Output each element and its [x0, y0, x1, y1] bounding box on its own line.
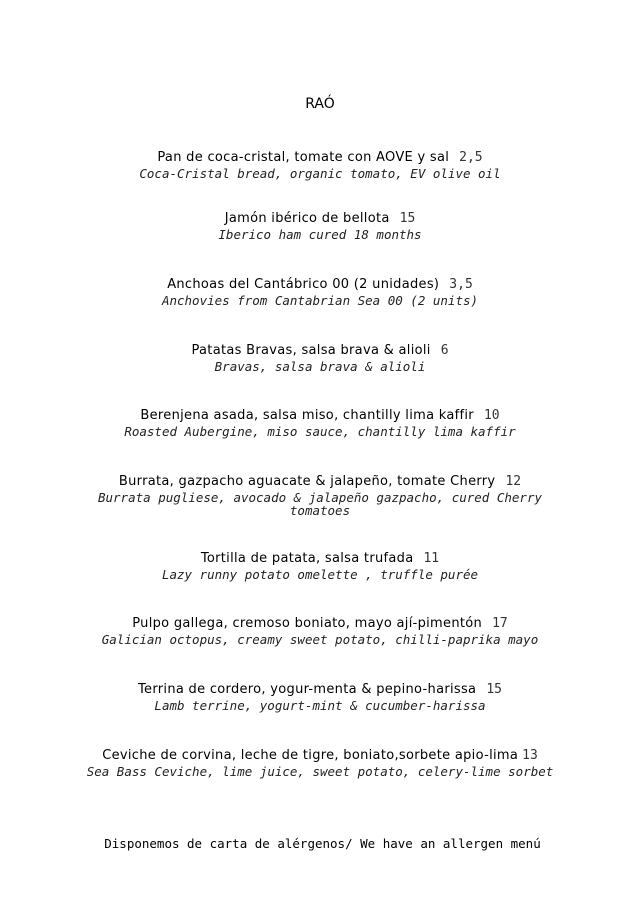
menu-item — [70, 551, 570, 581]
menu-item — [70, 748, 570, 778]
item-name: Patatas Bravas, salsa brava & alioli — [191, 343, 431, 358]
item-description: Burrata pugliese, avocado & jalapeño gazpacho, cured Cherry tomatoes — [97, 490, 542, 518]
item-name-line — [70, 343, 570, 359]
menu-item — [70, 343, 570, 373]
menu-item — [70, 474, 570, 517]
item-description: Sea Bass Ceviche, lime juice, sweet potato, celery-lime sorbet — [86, 764, 554, 779]
allergen-note: Disponemos de carta de alérgenos/ We have an allergen menú — [104, 836, 541, 851]
item-name: Burrata, gazpacho aguacate & jalapeño, tomate Cherry — [118, 474, 496, 489]
item-description: Coca-Cristal bread, organic tomato, EV olive oil — [139, 166, 501, 181]
item-name-line — [70, 277, 570, 293]
menu-item — [70, 408, 570, 438]
item-name: Pan de coca-cristal, tomate con AOVE y sal — [157, 150, 450, 165]
item-description: Lazy runny potato omelette , truffle purée — [161, 567, 479, 582]
item-name-line — [70, 474, 570, 490]
item-name-line — [70, 211, 570, 227]
item-name: Pulpo gallega, cremoso boniato, mayo ají-pimentón — [132, 616, 483, 631]
item-name: Terrina de cordero, yogur-menta & pepino-harissa — [138, 682, 477, 697]
item-price: 10 — [483, 408, 500, 423]
menu-item — [70, 277, 570, 307]
item-name: Anchoas del Cantábrico 00 (2 unidades) — [167, 277, 440, 292]
item-price: 17 — [492, 616, 508, 631]
item-description: Anchovies from Cantabrian Sea 00 (2 units) — [161, 293, 479, 308]
item-description: Roasted Aubergine, miso sauce, chantilly lima kaffir — [124, 424, 516, 439]
item-price: 6 — [440, 343, 449, 358]
menu-item — [70, 616, 570, 646]
item-price: 13 — [522, 748, 538, 763]
item-name-line — [70, 616, 570, 632]
menu-title: RAÓ — [305, 96, 335, 112]
item-price: 15 — [399, 211, 416, 226]
item-name: Jamón ibérico de bellota — [224, 211, 390, 226]
item-name-line — [70, 748, 570, 764]
item-name: Tortilla de patata, salsa trufada — [200, 551, 414, 566]
item-price: 12 — [505, 474, 522, 489]
item-name-line — [70, 150, 570, 166]
item-price: 2,5 — [459, 150, 483, 165]
menu-item — [70, 211, 570, 241]
item-price: 11 — [423, 551, 440, 566]
item-name-line — [70, 682, 570, 698]
item-name: Berenjena asada, salsa miso, chantilly lima kaffir — [140, 408, 474, 423]
menu-item — [70, 150, 570, 180]
item-name-line — [70, 551, 570, 567]
item-name-line — [70, 408, 570, 424]
menu-item — [70, 682, 570, 712]
item-description: Iberico ham cured 18 months — [218, 227, 422, 242]
item-description: Lamb terrine, yogurt-mint & cucumber-harissa — [154, 698, 486, 713]
item-price: 3,5 — [449, 277, 473, 292]
item-name: Ceviche de corvina, leche de tigre, boniato,sorbete apio-lima — [102, 748, 519, 763]
item-description: Galician octopus, creamy sweet potato, chilli-paprika mayo — [101, 632, 539, 647]
item-description: Bravas, salsa brava & alioli — [214, 359, 426, 374]
item-price: 15 — [486, 682, 502, 697]
